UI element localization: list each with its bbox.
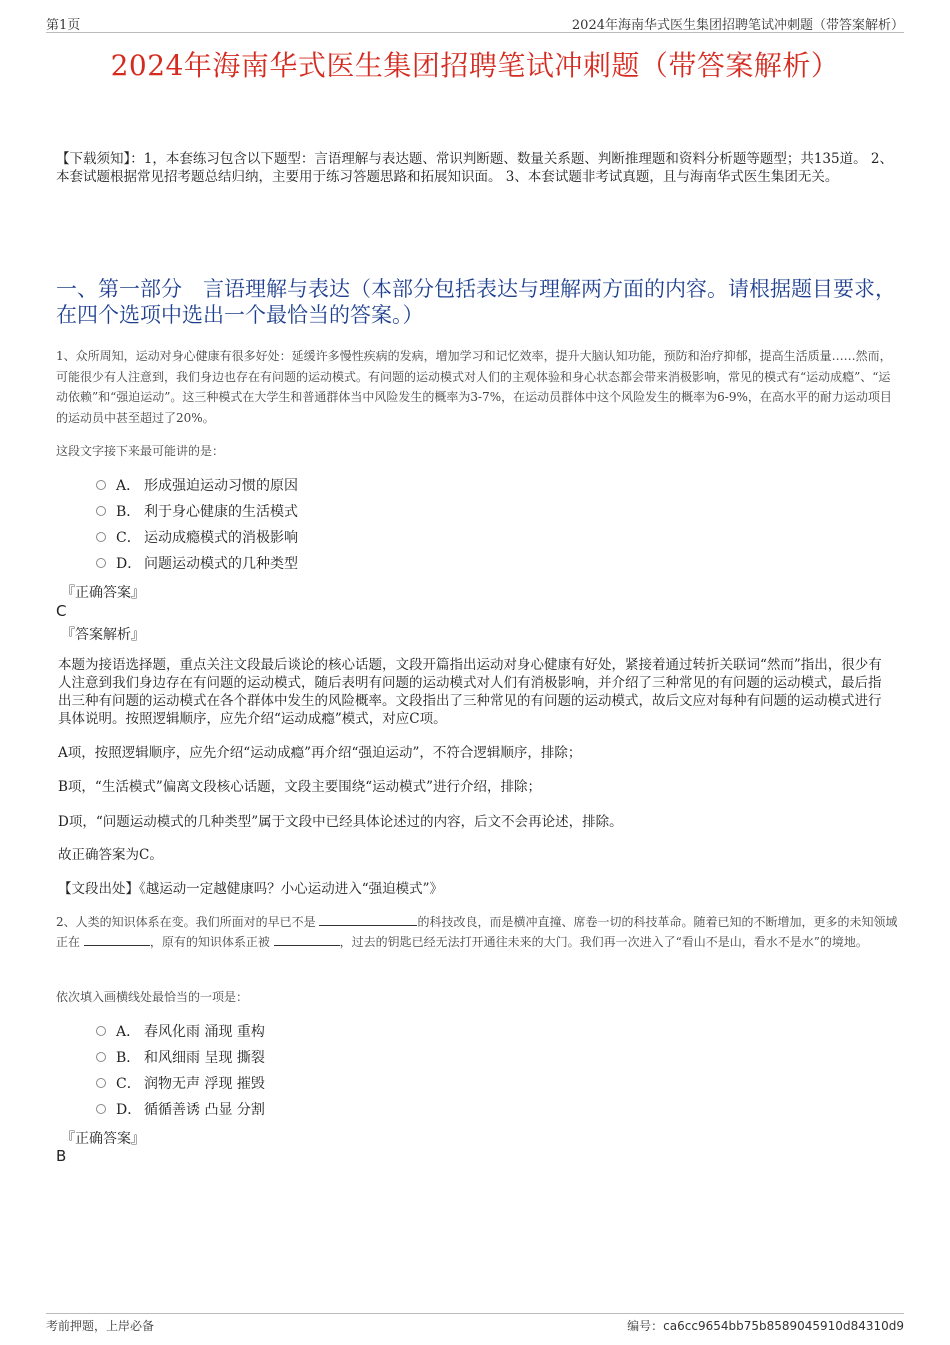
fill-blank-3 [274, 933, 340, 946]
question-1-text: 1、众所周知，运动对身心健康有很多好处：延缓许多慢性疾病的发病，增加学习和记忆效率，提升大脑认知功能，预防和治疗抑郁，提高生活质量……然而，可能很少有人注意到，我们身边也存在有问题的运动模式。有问题的运动模式对人们的主观体验和身心状态都会带来消极影响，常见的模式有“运动成瘾”、“运动依赖”和“强迫运动”。这三种模式在大学生和普通群体当中风险发生的概率为3-7%，在运动员群体中这个风险发生的概率为6-9%，在高水平的耐力运动项目的运动员中甚至超过了20%。 [56, 349, 892, 425]
document-title: 2024年海南华式医生集团招聘笔试冲刺题（带答案解析） [110, 49, 840, 82]
q2-option-d[interactable] [96, 1100, 265, 1120]
radio-icon[interactable] [96, 532, 106, 542]
q1-analysis-main: 本题为接语选择题，重点关注文段最后谈论的核心话题，文段开篇指出运动对身心健康有好处，紧接着通过转折关联词“然而”指出，很少有人注意到我们身边存在有问题的运动模式，随后表明有问题的运动模式对人们有消极影响，并介绍了三种常见的有问题的运动模式，最后指出三种有问题的运动模式在各个群体中发生的风险概率。文段指出了三种常见的有问题的运动模式，故后文应对每种有问题的运动模式进行具体说明。按照逻辑顺序，应先介绍“运动成瘾”模式，对应C项。 [58, 657, 882, 727]
option-text: 利于身心健康的生活模式 [144, 504, 298, 520]
q1-source: 【文段出处】《越运动一定越健康吗？小心运动进入“强迫模式”》 [58, 881, 444, 897]
option-letter: D． [116, 556, 142, 572]
q2-text-part: 2、人类的知识体系在变。我们所面对的早已不是 [56, 915, 320, 929]
q1-analysis-a: A项，按照逻辑顺序，应先介绍“运动成瘾”再介绍“强迫运动”，不符合逻辑顺序，排除； [58, 745, 582, 761]
q2-answer-label: 『正确答案』 [61, 1131, 145, 1147]
option-letter: C． [116, 1076, 141, 1092]
radio-icon[interactable] [96, 558, 106, 568]
option-text: 运动成瘾模式的消极影响 [144, 530, 298, 546]
q2-text-part: 的科技改良，而是横冲直撞、席卷一切的科技革命。随着已知的不断增加，更多的未知领域正在 [56, 915, 898, 949]
q1-analysis-label: 『答案解析』 [61, 627, 145, 643]
footer-code-label: 编号： [627, 1319, 664, 1333]
page-footer [46, 1313, 904, 1334]
fill-blank-1 [319, 913, 417, 926]
fill-blank-2 [84, 933, 150, 946]
page-header [46, 14, 904, 33]
option-text: 形成强迫运动习惯的原因 [144, 478, 298, 494]
q2-option-a[interactable] [96, 1022, 265, 1042]
radio-icon[interactable] [96, 1052, 106, 1062]
question-2-stem: 依次填入画横线处最恰当的一项是： [56, 990, 249, 1004]
option-letter: A． [116, 478, 141, 494]
q2-text-part: ，原有的知识体系正被 [149, 935, 274, 949]
q2-answer: B [56, 1147, 67, 1165]
question-1-stem: 这段文字接下来最可能讲的是： [56, 444, 225, 458]
q1-option-d[interactable] [96, 554, 298, 574]
q1-answer-label: 『正确答案』 [61, 585, 145, 601]
page-number: 第1页 [46, 18, 81, 33]
footer-code [627, 1317, 904, 1334]
q1-option-b[interactable] [96, 502, 298, 522]
footer-code-value: ca6cc9654bb75b8589045910d84310d9 [663, 1319, 904, 1333]
q2-option-c[interactable] [96, 1074, 265, 1094]
radio-icon[interactable] [96, 1026, 106, 1036]
q1-option-a[interactable] [96, 476, 298, 496]
q1-analysis-d: D项，“问题运动模式的几种类型”属于文段中已经具体论述过的内容，后文不会再论述，排除。 [58, 814, 623, 830]
q2-option-b[interactable] [96, 1048, 265, 1068]
option-letter: C． [116, 530, 141, 546]
section-heading: 一、第一部分 言语理解与表达（本部分包括表达与理解两方面的内容。请根据题目要求，在四个选项中选出一个最恰当的答案。） [56, 277, 896, 327]
option-text: 和风细雨 呈现 撕裂 [144, 1050, 265, 1066]
q1-option-c[interactable] [96, 528, 298, 548]
radio-icon[interactable] [96, 480, 106, 490]
option-letter: B． [116, 504, 141, 520]
option-text: 循循善诱 凸显 分割 [144, 1102, 265, 1118]
q1-analysis-b: B项，“生活模式”偏离文段核心话题，文段主要围绕“运动模式”进行介绍，排除； [58, 779, 542, 795]
question-2-text [56, 912, 902, 952]
radio-icon[interactable] [96, 506, 106, 516]
radio-icon[interactable] [96, 1078, 106, 1088]
q1-answer: C [56, 602, 67, 620]
option-text: 润物无声 浮现 摧毁 [144, 1076, 265, 1092]
option-text: 问题运动模式的几种类型 [144, 556, 298, 572]
option-letter: A． [116, 1024, 141, 1040]
option-letter: D． [116, 1102, 142, 1118]
q1-analysis-conclusion: 故正确答案为C。 [58, 847, 163, 863]
option-text: 春风化雨 涌现 重构 [144, 1024, 265, 1040]
option-letter: B． [116, 1050, 141, 1066]
q2-text-part: ，过去的钥匙已经无法打开通往未来的大门。我们再一次进入了“看山不是山，看水不是水”的境地。 [339, 935, 868, 949]
header-doc-title: 2024年海南华式医生集团招聘笔试冲刺题（带答案解析） [571, 18, 904, 33]
radio-icon[interactable] [96, 1104, 106, 1114]
download-notice: 【下载须知】：1，本套练习包含以下题型：言语理解与表达题、常识判断题、数量关系题、判断推理题和资料分析题等题型；共135道。 2、本套试题根据常见招考题总结归纳，主要用于练习答题思路和拓展知识面。 3、本套试题非考试真题，且与海南华式医生集团无关。 [56, 151, 893, 185]
footer-slogan: 考前押题，上岸必备 [46, 1319, 155, 1333]
